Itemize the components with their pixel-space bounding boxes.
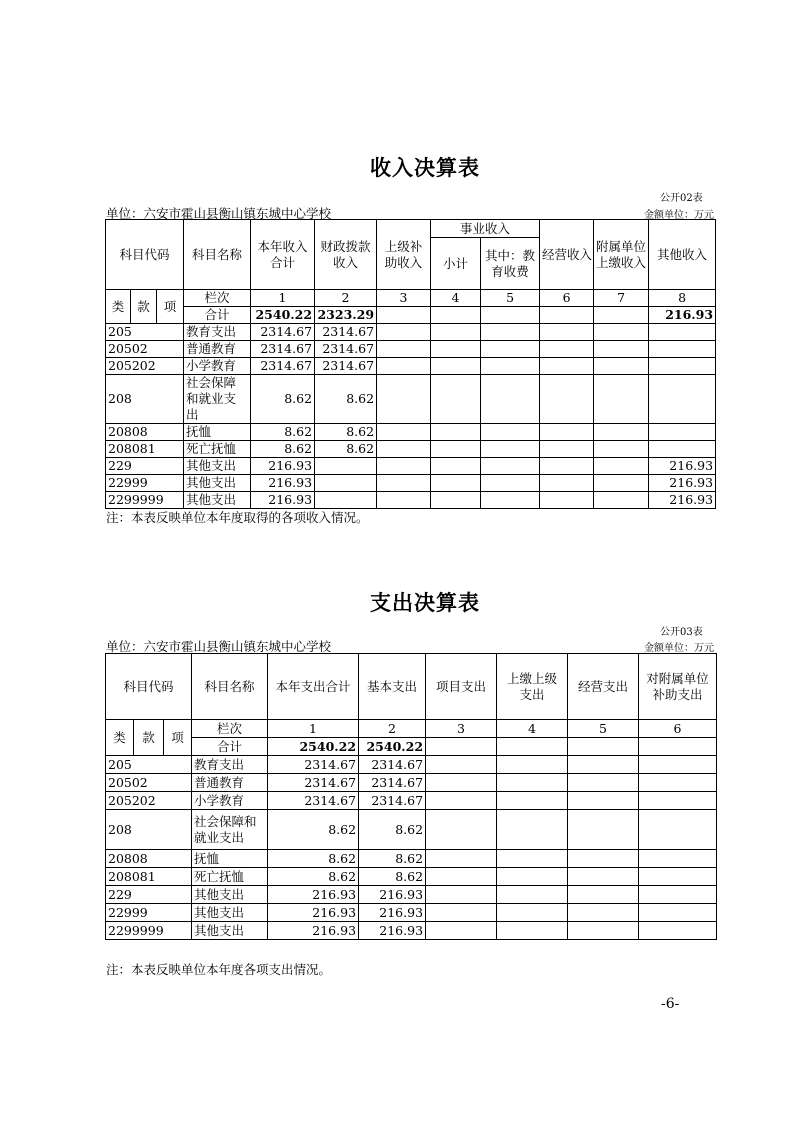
row-code: 208 [106,810,192,850]
row-value [594,341,649,358]
row-value [649,441,716,458]
row-code: 229 [106,886,192,904]
row-value [481,475,540,492]
row-value [426,850,497,868]
row-value [540,341,594,358]
row-value: 216.93 [268,904,359,922]
row-name: 其他支出 [192,886,268,904]
row-name: 其他支出 [184,458,251,475]
income-total-cell: 216.93 [649,307,716,324]
income-total-cell [540,307,594,324]
row-value [594,375,649,424]
row-value: 2314.67 [251,341,315,358]
row-value [481,424,540,441]
row-value: 2314.67 [268,792,359,810]
income-table-body [106,324,716,509]
row-value [426,922,497,940]
row-value: 8.62 [251,441,315,458]
row-value: 2314.67 [359,774,426,792]
row-value [639,868,717,886]
row-code: 2299999 [106,922,192,940]
row-name: 死亡抚恤 [184,441,251,458]
table-row [106,341,716,358]
row-value [431,424,481,441]
income-header-code: 科目代码 [106,220,184,290]
row-name: 小学教育 [192,792,268,810]
row-value [568,904,639,922]
row-value: 2314.67 [315,341,377,358]
row-value [377,441,431,458]
row-value [649,375,716,424]
row-value [639,904,717,922]
income-header-total: 本年收入合计 [251,220,315,290]
row-value: 8.62 [359,868,426,886]
row-value [481,375,540,424]
row-value [497,850,568,868]
income-title: 收入决算表 [370,156,480,180]
row-value [649,324,716,341]
table-row [106,810,717,850]
table-row [106,492,716,509]
income-header-subsidy: 上级补助收入 [377,220,431,290]
row-value [481,358,540,375]
expense-header-affiliated: 对附属单位补助支出 [639,654,717,720]
row-value [426,904,497,922]
expense-col-num: 2 [359,720,426,738]
row-code: 208 [106,375,184,424]
income-col-num: 7 [594,290,649,307]
income-total-cell [431,307,481,324]
row-value: 2314.67 [268,756,359,774]
table-row [106,324,716,341]
row-value [639,774,717,792]
row-value: 2314.67 [359,792,426,810]
row-value [639,922,717,940]
expense-header-project: 项目支出 [426,654,497,720]
expense-col-num: 5 [568,720,639,738]
row-code: 205202 [106,358,184,375]
row-value [594,441,649,458]
expense-header-name: 科目名称 [192,654,268,720]
page-number: -6- [661,996,680,1012]
expense-unit-label: 单位：六安市霍山县衡山镇东城中心学校 [106,639,332,654]
row-value [497,792,568,810]
row-value: 8.62 [359,810,426,850]
row-value: 8.62 [251,424,315,441]
row-value [497,904,568,922]
expense-title: 支出决算表 [370,591,480,615]
row-value [431,441,481,458]
row-value [431,375,481,424]
table-row [106,904,717,922]
income-header-fiscal: 财政拨款收入 [315,220,377,290]
row-value [481,341,540,358]
row-value [594,324,649,341]
row-value: 2314.67 [251,358,315,375]
row-name: 社会保障和就业支出 [192,810,268,850]
row-name: 抚恤 [184,424,251,441]
income-header-lanci: 栏次 [184,290,251,307]
table-row [106,774,717,792]
expense-total-cell: 2540.22 [359,738,426,756]
row-value [540,324,594,341]
row-value: 8.62 [315,424,377,441]
row-value: 216.93 [649,492,716,509]
row-value [540,358,594,375]
row-value: 216.93 [649,475,716,492]
row-value [481,441,540,458]
expense-total-cell: 2540.22 [268,738,359,756]
income-header-heji: 合计 [184,307,251,324]
expense-header-xiang: 项 [164,720,192,756]
table-row [106,886,717,904]
row-value [497,810,568,850]
row-value [377,458,431,475]
table-row [106,441,716,458]
row-name: 其他支出 [192,904,268,922]
income-amount-unit: 金额单位：万元 [644,210,714,221]
row-value [568,774,639,792]
row-value [426,756,497,774]
row-value: 216.93 [268,886,359,904]
table-row [106,358,716,375]
row-value [431,492,481,509]
row-value [639,886,717,904]
expense-total-cell [497,738,568,756]
income-note: 注：本表反映单位本年度取得的各项收入情况。 [106,510,369,525]
row-value [426,774,497,792]
row-value [497,886,568,904]
row-value [497,756,568,774]
income-header-lei: 类 [106,290,131,324]
income-table-no: 公开02表 [660,193,703,204]
row-value: 8.62 [315,375,377,424]
expense-header-code: 科目代码 [106,654,192,720]
row-value: 8.62 [315,441,377,458]
row-value [568,810,639,850]
row-name: 普通教育 [184,341,251,358]
row-value [497,922,568,940]
income-header-operating: 经营收入 [540,220,594,290]
row-value [481,458,540,475]
expense-col-num: 6 [639,720,717,738]
row-value [540,375,594,424]
row-value [426,886,497,904]
income-col-num: 2 [315,290,377,307]
row-value [315,492,377,509]
expense-header-lanci: 栏次 [192,720,268,738]
row-value: 216.93 [251,458,315,475]
row-value [315,458,377,475]
row-value [431,324,481,341]
income-header-career-edu: 其中：教育收费 [481,238,540,290]
row-value: 8.62 [268,810,359,850]
row-name: 死亡抚恤 [192,868,268,886]
row-value [649,341,716,358]
row-value: 216.93 [268,922,359,940]
income-col-num: 1 [251,290,315,307]
row-value: 2314.67 [315,358,377,375]
expense-header-total: 本年支出合计 [268,654,359,720]
row-value [540,458,594,475]
row-value [639,850,717,868]
table-row [106,850,717,868]
expense-col-num: 1 [268,720,359,738]
income-header-other: 其他收入 [649,220,716,290]
row-code: 205 [106,324,184,341]
row-name: 抚恤 [192,850,268,868]
row-value: 216.93 [359,904,426,922]
row-value [594,475,649,492]
expense-total-cell [568,738,639,756]
row-value: 2314.67 [251,324,315,341]
income-col-num: 3 [377,290,431,307]
row-value [431,458,481,475]
row-value [481,324,540,341]
row-code: 20808 [106,424,184,441]
income-total-cell: 2540.22 [251,307,315,324]
table-row [106,792,717,810]
row-value [594,424,649,441]
row-value [431,341,481,358]
row-value [540,475,594,492]
expense-header-basic: 基本支出 [359,654,426,720]
row-value [315,475,377,492]
income-header-name: 科目名称 [184,220,251,290]
income-total-cell [481,307,540,324]
row-value [568,756,639,774]
row-value [497,868,568,886]
expense-header-lei: 类 [106,720,134,756]
income-header-kuan: 款 [131,290,157,324]
expense-amount-unit: 金额单位：万元 [644,643,714,654]
row-value [377,424,431,441]
income-table [105,219,716,509]
income-col-num: 8 [649,290,716,307]
expense-col-num: 3 [426,720,497,738]
row-code: 205202 [106,792,192,810]
income-unit-label: 单位：六安市霍山县衡山镇东城中心学校 [106,206,332,221]
row-value [431,358,481,375]
row-name: 普通教育 [192,774,268,792]
row-value [568,922,639,940]
row-value [639,756,717,774]
table-row [106,424,716,441]
row-value [426,810,497,850]
expense-table-no: 公开03表 [660,627,703,638]
row-value [431,475,481,492]
row-value [481,492,540,509]
expense-total-cell [639,738,717,756]
row-value: 2314.67 [359,756,426,774]
row-value: 2314.67 [268,774,359,792]
row-value: 2314.67 [315,324,377,341]
row-value [568,886,639,904]
row-value [594,458,649,475]
row-value: 8.62 [268,868,359,886]
income-header-career: 事业收入 [431,220,540,238]
row-value [649,358,716,375]
row-name: 其他支出 [184,492,251,509]
row-value: 216.93 [359,922,426,940]
income-header-affiliated: 附属单位上缴收入 [594,220,649,290]
income-col-num: 4 [431,290,481,307]
row-value [639,810,717,850]
row-value: 8.62 [251,375,315,424]
row-code: 208081 [106,441,184,458]
table-row [106,922,717,940]
income-total-cell [377,307,431,324]
income-col-num: 6 [540,290,594,307]
row-code: 20808 [106,850,192,868]
row-value [377,475,431,492]
row-code: 22999 [106,475,184,492]
income-total-cell [594,307,649,324]
row-value [377,358,431,375]
row-name: 社会保障和就业支出 [184,375,251,424]
row-name: 教育支出 [184,324,251,341]
row-value: 216.93 [359,886,426,904]
expense-table-body [106,756,717,940]
row-value [377,341,431,358]
income-col-num: 5 [481,290,540,307]
row-name: 其他支出 [184,475,251,492]
row-code: 20502 [106,774,192,792]
row-value [594,492,649,509]
row-code: 205 [106,756,192,774]
row-value [568,850,639,868]
table-row [106,475,716,492]
row-name: 小学教育 [184,358,251,375]
row-value [377,492,431,509]
row-value [497,774,568,792]
row-value [426,868,497,886]
row-value [568,868,639,886]
row-code: 2299999 [106,492,184,509]
row-value: 216.93 [251,492,315,509]
row-value: 8.62 [359,850,426,868]
expense-header-kuan: 款 [134,720,164,756]
row-value [540,424,594,441]
expense-total-cell [426,738,497,756]
table-row [106,458,716,475]
expense-note: 注：本表反映单位本年度各项支出情况。 [106,962,332,977]
row-value: 216.93 [649,458,716,475]
row-value [594,358,649,375]
row-value [377,324,431,341]
row-code: 208081 [106,868,192,886]
row-code: 20502 [106,341,184,358]
row-code: 229 [106,458,184,475]
row-name: 教育支出 [192,756,268,774]
row-value: 8.62 [268,850,359,868]
row-name: 其他支出 [192,922,268,940]
row-value [426,792,497,810]
table-row [106,375,716,424]
income-total-cell: 2323.29 [315,307,377,324]
expense-header-operating: 经营支出 [568,654,639,720]
row-value [649,424,716,441]
expense-table [105,653,717,940]
table-row [106,868,717,886]
row-code: 22999 [106,904,192,922]
row-value [540,441,594,458]
income-header-career-sub: 小计 [431,238,481,290]
expense-header-remit: 上缴上级支出 [497,654,568,720]
row-value [540,492,594,509]
row-value [639,792,717,810]
row-value [377,375,431,424]
expense-col-num: 4 [497,720,568,738]
income-header-xiang: 项 [157,290,184,324]
expense-header-heji: 合计 [192,738,268,756]
table-row [106,756,717,774]
row-value: 216.93 [251,475,315,492]
row-value [568,792,639,810]
